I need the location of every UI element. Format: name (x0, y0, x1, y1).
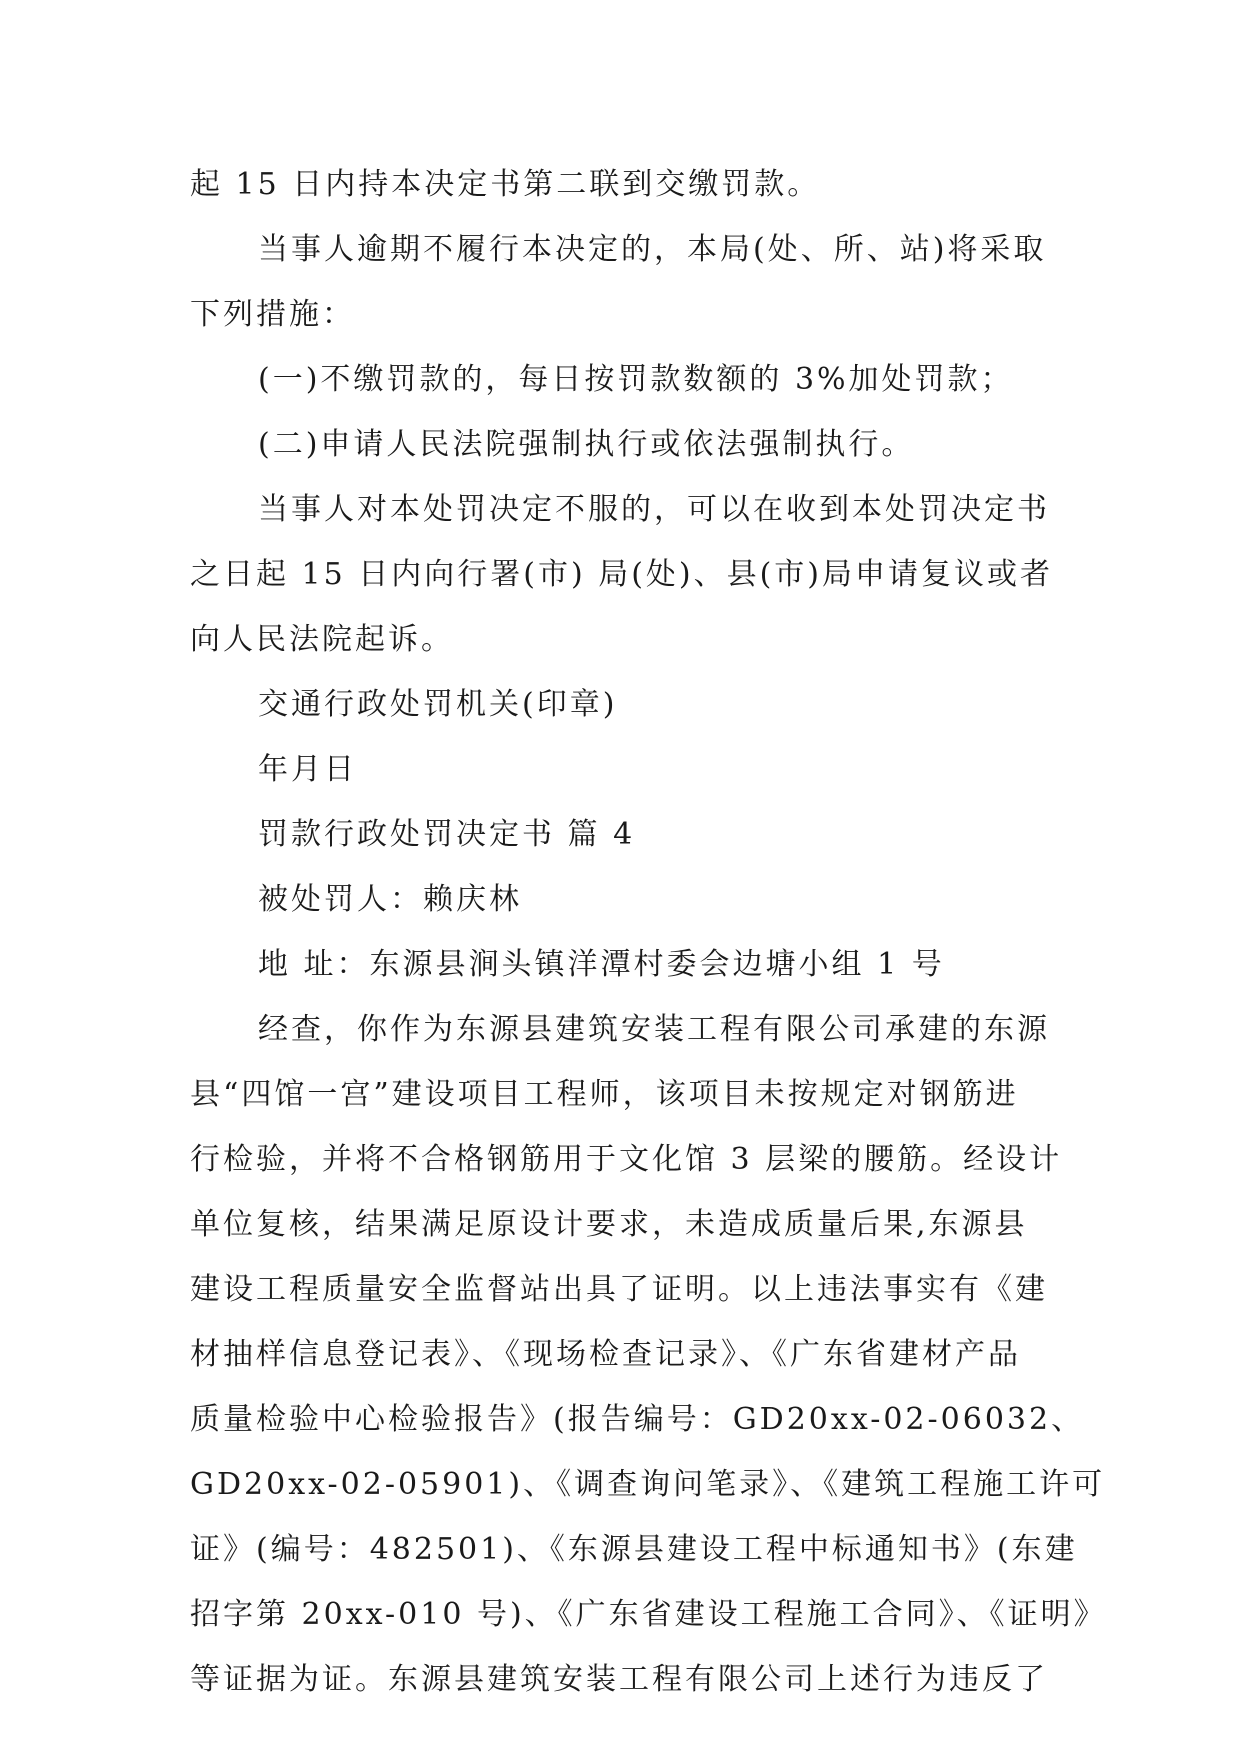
text-line-18: 建设工程质量安全监督站出具了证明。以上违法事实有《建 (190, 1272, 1048, 1307)
text-line-8: 向人民法院起诉。 (190, 622, 454, 657)
section-title: 罚款行政处罚决定书 篇 4 (258, 817, 636, 852)
text-line-17: 单位复核，结果满足原设计要求，未造成质量后果,东源县 (190, 1207, 1028, 1242)
text-line-21: GD20xx-02-05901)、《调查询问笔录》、《建筑工程施工许可 (190, 1467, 1106, 1502)
text-line-19: 材抽样信息登记表》、《现场检查记录》、《广东省建材产品 (190, 1337, 1021, 1372)
address-line: 地 址：东源县涧头镇洋潭村委会边塘小组 1 号 (258, 947, 945, 982)
text-line-22: 证》(编号：482501)、《东源县建设工程中标通知书》(东建 (190, 1532, 1078, 1567)
text-line-24: 等证据为证。东源县建筑安装工程有限公司上述行为违反了 (190, 1662, 1048, 1697)
text-line-23: 招字第 20xx-010 号)、《广东省建设工程施工合同》、《证明》 (190, 1597, 1107, 1632)
issuing-authority: 交通行政处罚机关(印章) (258, 687, 618, 722)
text-line-4: (一)不缴罚款的，每日按罚款数额的 3%加处罚款； (258, 362, 1014, 397)
text-line-7: 之日起 15 日内向行署(市) 局(处)、县(市)局申请复议或者 (190, 557, 1054, 592)
date-line: 年月日 (258, 752, 357, 787)
text-line-6: 当事人对本处罚决定不服的，可以在收到本处罚决定书 (258, 492, 1050, 527)
penalized-person: 被处罚人：赖庆林 (258, 882, 522, 917)
text-line-3: 下列措施： (190, 297, 355, 332)
document-page (190, 152, 1107, 1712)
text-line-14: 经查，你作为东源县建筑安装工程有限公司承建的东源 (258, 1012, 1050, 1047)
text-line-5: (二)申请人民法院强制执行或依法强制执行。 (258, 427, 915, 462)
text-line-1: 起 15 日内持本决定书第二联到交缴罚款。 (190, 167, 821, 202)
text-line-15: 县“四馆一宫”建设项目工程师，该项目未按规定对钢筋进 (190, 1077, 1019, 1112)
text-line-16: 行检验，并将不合格钢筋用于文化馆 3 层梁的腰筋。经设计 (190, 1142, 1063, 1177)
text-line-20: 质量检验中心检验报告》(报告编号：GD20xx-02-06032、 (190, 1402, 1085, 1437)
text-line-2: 当事人逾期不履行本决定的，本局(处、所、站)将采取 (258, 232, 1047, 267)
